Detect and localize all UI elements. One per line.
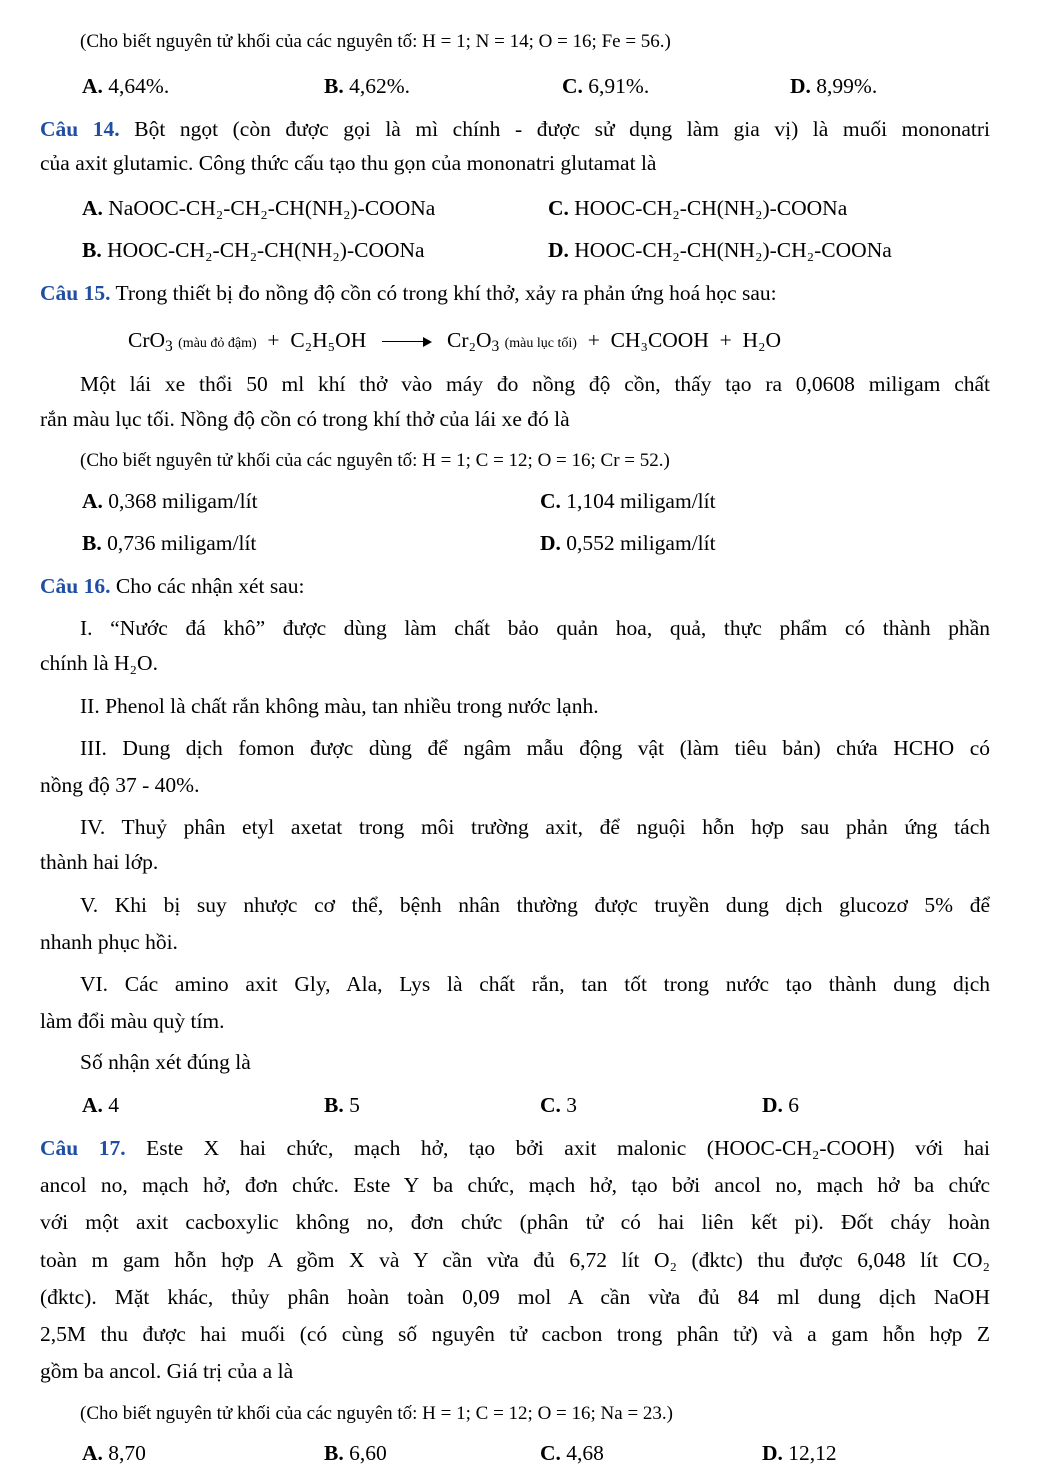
option-b[interactable]: B. 0,736 miligam/lít [82,531,257,555]
question-17-text-line5: (đktc). Mặt khác, thủy phân hoàn toàn 0,09 mol A cần vừa đủ 84 ml dung dịch NaOH [40,1285,990,1309]
option-b[interactable]: B. 6,60 [324,1441,387,1465]
question-14-text: Câu 14. Bột ngọt (còn được gọi là mì chính - được sử dụng làm gia vị) là muối mononatri [40,117,990,141]
statement-1-line2: chính là H₂O. [40,651,158,675]
question-14-text-line2: của axit glutamic. Công thức cấu tạo thu gọn của mononatri glutamat là [40,151,657,175]
statement-3-line2: nồng độ 37 - 40%. [40,773,200,797]
option-b[interactable]: B. 5 [324,1093,360,1117]
statement-4: IV. Thuỷ phân etyl axetat trong môi trường axit, để nguội hỗn hợp sau phản ứng tách [80,815,990,839]
statement-2: II. Phenol là chất rắn không màu, tan nhiều trong nước lạnh. [80,694,599,718]
option-b[interactable]: B. 4,62%. [324,74,411,98]
option-c[interactable]: C. 1,104 miligam/lít [540,489,716,513]
question-15-text: Câu 15. Trong thiết bị đo nồng độ cồn có trong khí thở, xảy ra phản ứng hoá học sau: [40,281,777,305]
option-a[interactable]: A. NaOOC-CH₂-CH₂-CH(NH₂)-COONa [82,196,436,220]
option-c[interactable]: C. 6,91%. [562,74,650,98]
reaction-equation: CrO$_3$ (màu đỏ đậm) + C₂H₅OH $Cr_2O_3$ (màu lục tối) + CH₃COOH + H₂O [128,328,782,355]
option-c[interactable]: C. HOOC-CH₂-CH(NH₂)-COONa [548,196,848,220]
question-17-text-line2: ancol no, mạch hở, đơn chức. Este Y ba chức, mạch hở, tạo bởi ancol no, mạch hở ba chức [40,1173,990,1197]
option-a[interactable]: A. 0,368 miligam/lít [82,489,258,513]
statement-5: V. Khi bị suy nhược cơ thể, bệnh nhân thường được truyền dung dịch glucozơ 5% để [80,893,990,917]
option-a[interactable]: A. 8,70 [82,1441,146,1465]
question-17-text-line3: với một axit cacboxylic không no, đơn chức (phân tử có hai liên kết pi). Đốt cháy hoàn [40,1210,990,1234]
question-16-ask: Số nhận xét đúng là [80,1050,251,1074]
atomic-mass-note: (Cho biết nguyên tử khối của các nguyên tố: H = 1; C = 12; O = 16; Na = 23.) [80,1403,673,1424]
reaction-arrow-icon [382,337,432,347]
statement-4-line2: thành hai lớp. [40,850,159,874]
question-17-text-line7: gồm ba ancol. Giá trị của a là [40,1359,294,1383]
option-b[interactable]: B. HOOC-CH₂-CH₂-CH(NH₂)-COONa [82,238,425,262]
question-16-label: Câu 16. [40,574,111,598]
question-15-text-line3: rắn màu lục tối. Nồng độ cồn có trong khí thở của lái xe đó là [40,407,570,431]
statement-5-line2: nhanh phục hồi. [40,930,178,954]
option-d[interactable]: D. 12,12 [762,1441,837,1465]
statement-6: VI. Các amino axit Gly, Ala, Lys là chất rắn, tan tốt trong nước tạo thành dung dịch [80,972,990,996]
question-17-label: Câu 17. [40,1136,126,1160]
atomic-mass-note: (Cho biết nguyên tử khối của các nguyên tố: H = 1; N = 14; O = 16; Fe = 56.) [80,31,671,52]
option-d[interactable]: D. 0,552 miligam/lít [540,531,716,555]
option-d[interactable]: D. HOOC-CH₂-CH(NH₂)-CH₂-COONa [548,238,892,262]
statement-6-line2: làm đổi màu quỳ tím. [40,1009,225,1033]
question-15-text-line2: Một lái xe thổi 50 ml khí thở vào máy đo nồng độ cồn, thấy tạo ra 0,0608 miligam chất [80,372,990,396]
atomic-mass-note: (Cho biết nguyên tử khối của các nguyên tố: H = 1; C = 12; O = 16; Cr = 52.) [80,450,670,471]
option-a[interactable]: A. 4 [82,1093,120,1117]
question-17-text: Câu 17. Este X hai chức, mạch hở, tạo bởi axit malonic (HOOC-CH₂-COOH) với hai [40,1136,991,1160]
question-17-text-line4: toàn m gam hỗn hợp A gồm X và Y cần vừa đủ 6,72 lít O₂ (đktc) thu được 6,048 lít CO₂ [40,1248,990,1272]
question-14-label: Câu 14. [40,117,120,141]
option-c[interactable]: C. 3 [540,1093,578,1117]
statement-1: I. “Nước đá khô” được dùng làm chất bảo quản hoa, quả, thực phẩm có thành phần [80,616,990,640]
option-a[interactable]: A. 4,64%. [82,74,170,98]
question-16-text: Câu 16. Cho các nhận xét sau: [40,574,305,598]
question-15-label: Câu 15. [40,281,111,305]
option-d[interactable]: D. 6 [762,1093,800,1117]
statement-3: III. Dung dịch fomon được dùng để ngâm mẫu động vật (làm tiêu bản) chứa HCHO có [80,736,990,760]
option-c[interactable]: C. 4,68 [540,1441,604,1465]
option-d[interactable]: D. 8,99%. [790,74,878,98]
question-17-text-line6: 2,5M thu được hai muối (có cùng số nguyên tử cacbon trong phân tử) và a gam hỗn hợp Z [40,1322,990,1346]
